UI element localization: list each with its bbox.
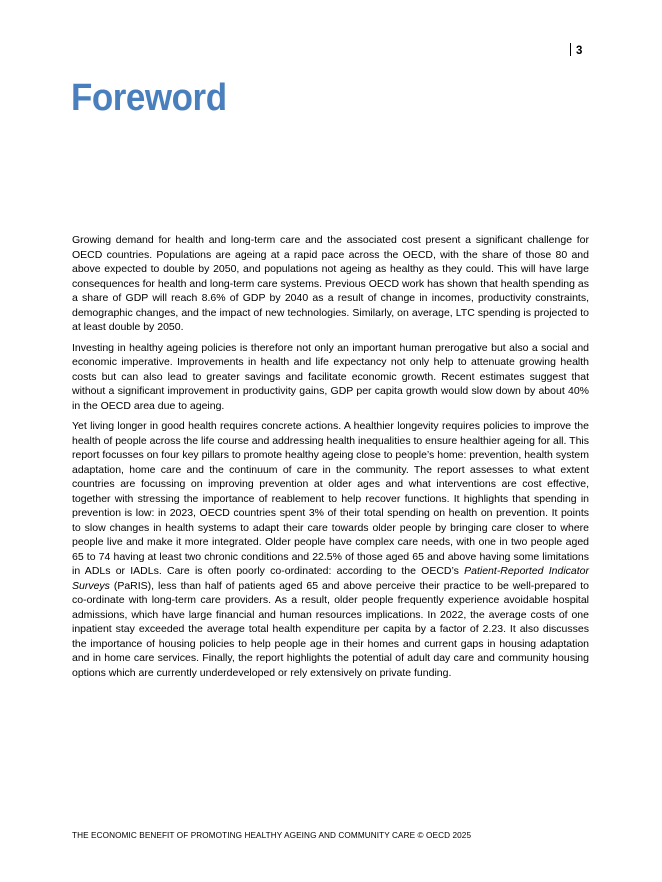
page-number-divider bbox=[570, 43, 571, 56]
paris-survey-title: Patient-Reported Indicator Surveys bbox=[72, 565, 589, 592]
paragraph-3 bbox=[72, 419, 589, 680]
paragraph-1: Growing demand for health and long-term care and the associated cost present a significant challenge for OECD countries. Populations are ageing at a rapid pace across the OECD, with the share of those 80 and above expected to double by 2050, and populations not ageing as healthy as they could. This will have large consequences for health and long-term care systems. Previous OECD work has shown that health spending as a share of GDP will reach 8.6% of GDP by 2040 as a result of change in incomes, productivity constraints, demographic changes, and the impact of new technologies. Similarly, on average, LTC spending is projected to at least double by 2050. bbox=[72, 234, 589, 333]
foreword-body bbox=[72, 233, 589, 686]
paragraph-2: Investing in healthy ageing policies is therefore not only an important human prerogative but also a social and economic imperative. Improvements in health and life expectancy not only help to attenuate growing health costs but can also lead to greater savings and facilitate economic growth. Recent estimates suggest that without a significant improvement in productivity gains, GDP per capita growth would slow down by about 40% in the OECD area due to ageing. bbox=[72, 341, 589, 412]
paragraph-3-part-2: (PaRIS), less than half of patients aged 65 and above perceive their practice to be well-prepared to co-ordinate with long-term care providers. As a result, older people frequently experience avoidable hospital admissions, which have large financial and human resources implications. In 2022, the average costs of one inpatient stay exceeded the average total health expenditure per capita by a factor of 2.23. It also discusses the importance of housing policies to help people age in their homes and current gaps in housing adaptation and in home care services. Finally, the report highlights the potential of adult day care and community housing options which are currently underdeveloped or rely extensively on private funding. bbox=[72, 579, 589, 679]
paragraph-3-part-1: Yet living longer in good health requires concrete actions. A healthier longevity requires policies to improve the health of people across the life course and addressing health inequalities to ensure healthier ageing for all. This report focusses on four key pillars to promote healthy ageing close to people’s home: prevention, health system adaptation, home care and the continuum of care in the community. The report assesses to what extent countries are focussing on improving prevention at older ages and what interventions are cost effective, together with stressing the importance of reablement to help recover functions. It highlights that spending in prevention is low: in 2023, OECD countries spent 3% of their total spending on health on prevention. It points to slow changes in health systems to adapt their care towards older people by bringing care closer to where people live and make it more integrated. Older people have complex care needs, with one in two people aged 65 to 74 having at least two chronic conditions and 22.5% of those aged 65 and above having some limitations in ADLs or IADLs. Care is often poorly co-ordinated: according to the OECD’s bbox=[72, 420, 589, 577]
page-footer: THE ECONOMIC BENEFIT OF PROMOTING HEALTHY AGEING AND COMMUNITY CARE © OECD 2025 bbox=[72, 831, 472, 840]
page-number bbox=[570, 43, 600, 59]
page-number-value: 3 bbox=[576, 45, 583, 57]
page-title: Foreword bbox=[71, 77, 227, 119]
